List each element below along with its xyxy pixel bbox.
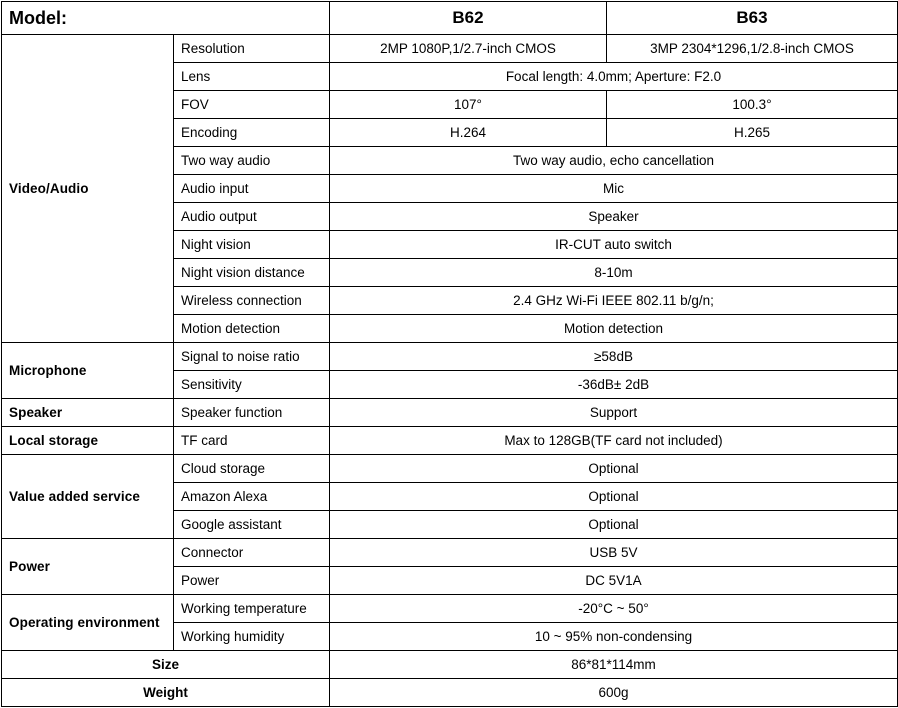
spec-name: Google assistant xyxy=(174,511,330,539)
spec-value-shared: 8-10m xyxy=(330,259,898,287)
footer-label: Size xyxy=(2,651,330,679)
spec-name: Amazon Alexa xyxy=(174,483,330,511)
spec-name: Connector xyxy=(174,539,330,567)
spec-value-shared: Speaker xyxy=(330,203,898,231)
spec-value-shared: 2.4 GHz Wi-Fi IEEE 802.11 b/g/n; xyxy=(330,287,898,315)
spec-value-shared: -20°C ~ 50° xyxy=(330,595,898,623)
spec-value-b63: H.265 xyxy=(607,119,898,147)
spec-name: Sensitivity xyxy=(174,371,330,399)
spec-name: Signal to noise ratio xyxy=(174,343,330,371)
model-label: Model: xyxy=(9,7,67,28)
spec-name: Motion detection xyxy=(174,315,330,343)
spec-value-shared: Mic xyxy=(330,175,898,203)
spec-name: Audio output xyxy=(174,203,330,231)
table-row xyxy=(2,455,898,483)
spec-name: FOV xyxy=(174,91,330,119)
specification-table xyxy=(1,1,898,707)
column-header-b62: B62 xyxy=(330,2,607,35)
spec-name: Two way audio xyxy=(174,147,330,175)
category-label: Value added service xyxy=(2,455,174,539)
category-label: Microphone xyxy=(2,343,174,399)
spec-value-shared: 10 ~ 95% non-condensing xyxy=(330,623,898,651)
spec-value-shared: -36dB± 2dB xyxy=(330,371,898,399)
spec-value-shared: Optional xyxy=(330,511,898,539)
spec-value-shared: Focal length: 4.0mm; Aperture: F2.0 xyxy=(330,63,898,91)
spec-value-b62: H.264 xyxy=(330,119,607,147)
table-header-row xyxy=(2,2,898,35)
model-label-cell xyxy=(2,2,330,35)
spec-value-b62: 2MP 1080P,1/2.7-inch CMOS xyxy=(330,35,607,63)
spec-value-shared: Optional xyxy=(330,455,898,483)
spec-name: Power xyxy=(174,567,330,595)
spec-value-b63: 3MP 2304*1296,1/2.8-inch CMOS xyxy=(607,35,898,63)
table-row xyxy=(2,595,898,623)
table-row xyxy=(2,343,898,371)
category-label: Operating environment xyxy=(2,595,174,651)
category-label: Power xyxy=(2,539,174,595)
spec-name: Speaker function xyxy=(174,399,330,427)
table-row xyxy=(2,427,898,455)
footer-value: 86*81*114mm xyxy=(330,651,898,679)
table-row xyxy=(2,679,898,707)
spec-value-shared: DC 5V1A xyxy=(330,567,898,595)
spec-value-shared: Max to 128GB(TF card not included) xyxy=(330,427,898,455)
spec-value-shared: Two way audio, echo cancellation xyxy=(330,147,898,175)
spec-name: Resolution xyxy=(174,35,330,63)
spec-name: Audio input xyxy=(174,175,330,203)
spec-name: Working humidity xyxy=(174,623,330,651)
spec-name: Night vision xyxy=(174,231,330,259)
spec-name: Wireless connection xyxy=(174,287,330,315)
category-label: Speaker xyxy=(2,399,174,427)
category-label: Video/Audio xyxy=(2,35,174,343)
table-row xyxy=(2,399,898,427)
spec-value-shared: USB 5V xyxy=(330,539,898,567)
category-label: Local storage xyxy=(2,427,174,455)
footer-value: 600g xyxy=(330,679,898,707)
table-row xyxy=(2,539,898,567)
spec-name: Lens xyxy=(174,63,330,91)
spec-name: Night vision distance xyxy=(174,259,330,287)
spec-value-shared: ≥58dB xyxy=(330,343,898,371)
column-header-b63: B63 xyxy=(607,2,898,35)
spec-name: TF card xyxy=(174,427,330,455)
spec-value-shared: Motion detection xyxy=(330,315,898,343)
spec-value-shared: Support xyxy=(330,399,898,427)
spec-name: Cloud storage xyxy=(174,455,330,483)
spec-name: Encoding xyxy=(174,119,330,147)
table-row xyxy=(2,35,898,63)
spec-value-b62: 107° xyxy=(330,91,607,119)
footer-label: Weight xyxy=(2,679,330,707)
spec-value-shared: Optional xyxy=(330,483,898,511)
spec-value-shared: IR-CUT auto switch xyxy=(330,231,898,259)
table-body xyxy=(2,2,898,707)
table-row xyxy=(2,651,898,679)
spec-name: Working temperature xyxy=(174,595,330,623)
spec-value-b63: 100.3° xyxy=(607,91,898,119)
